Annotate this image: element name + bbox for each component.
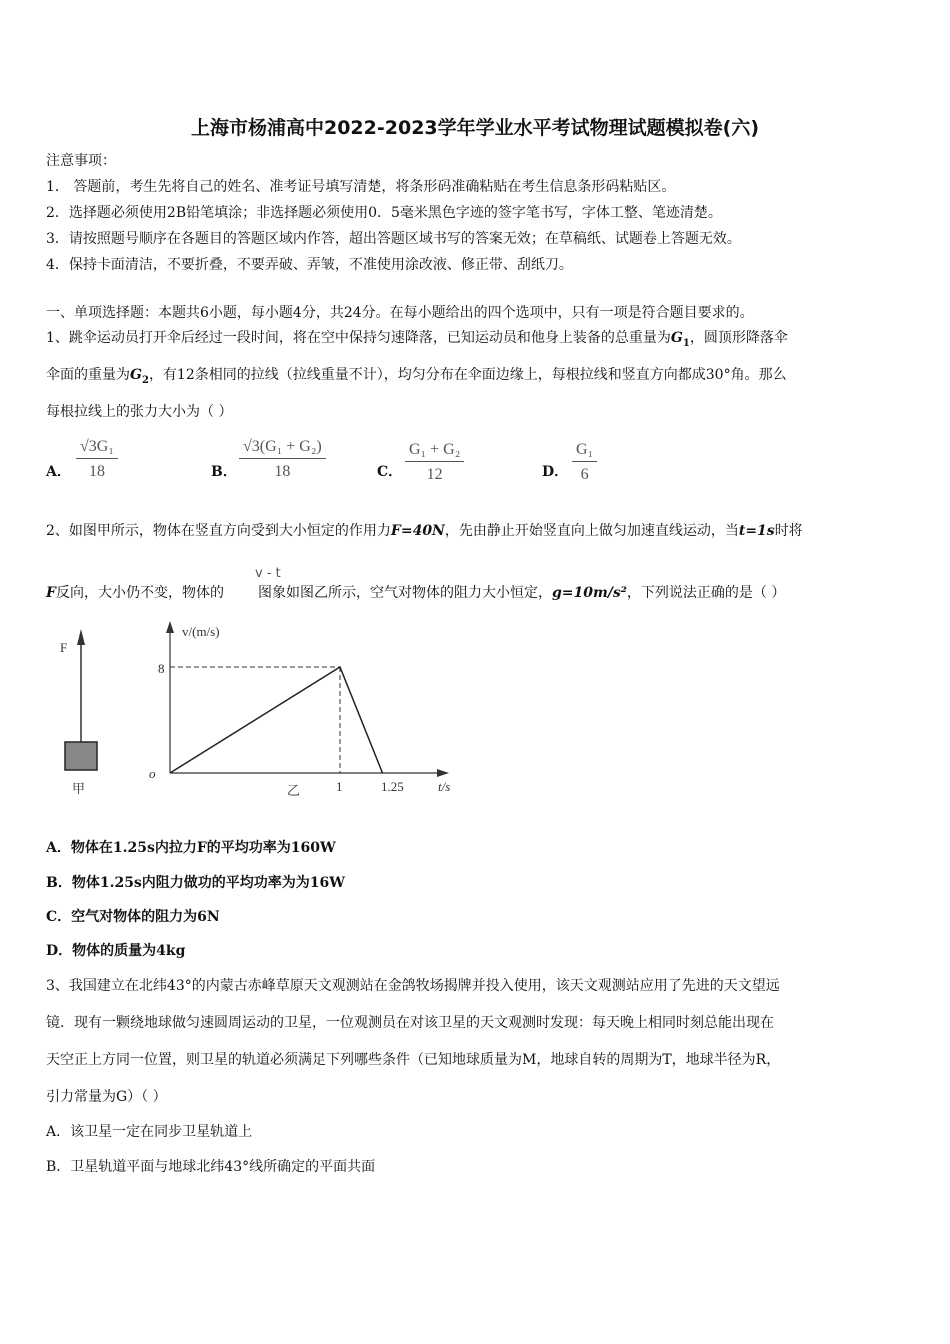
yi-label: 乙 — [287, 783, 301, 798]
q1-option-c-letter: C． — [377, 464, 403, 480]
q3-line: 天空正上方同一位置，则卫星的轨道必须满足下列哪些条件（已知地球质量为M，地球自转的周期为T，地球半径为R， — [46, 1052, 781, 1068]
q2-line1: 2、如图甲所示，物体在竖直方向受到大小恒定的作用力F=40N，先由静止开始竖直向上做匀加速直线运动，当t=1s时将 — [46, 523, 803, 539]
q3-option: B．卫星轨道平面与地球北纬43°线所确定的平面共面 — [46, 1159, 376, 1175]
q3-option: A．该卫星一定在同步卫星轨道上 — [46, 1124, 253, 1140]
vt-series-line — [170, 667, 383, 773]
x-tick-label: 1.25 — [381, 779, 404, 794]
x-axis-arrow — [437, 769, 449, 777]
q1-line3: 每根拉线上的张力大小为（ ） — [46, 404, 233, 420]
notice-item: 3．请按照题号顺序在各题目的答题区域内作答，超出答题区域书写的答案无效；在草稿纸、试题卷上答题无效。 — [46, 231, 741, 247]
block — [65, 742, 97, 770]
y-axis-arrow — [166, 621, 174, 633]
q2-figure — [40, 615, 470, 805]
q2-vt-symbol: v - t — [255, 566, 281, 581]
force-arrow-head — [77, 629, 85, 645]
q1-option-d-fraction: $\frac{\text{G₁}}{6}$ — [572, 441, 597, 484]
force-label: F — [60, 640, 68, 655]
notice-heading: 注意事项： — [46, 153, 116, 169]
q1-option-b-letter: B． — [211, 464, 237, 480]
q3-line: 镜．现有一颗绕地球做匀速圆周运动的卫星，一位观测员在对该卫星的天文观测时发现：每天晚上相同时刻总能出现在 — [46, 1015, 774, 1031]
q3-line: 3、我国建立在北纬43°的内蒙古赤峰草原天文观测站在金鸽牧场揭牌并投入使用，该天文观测站应用了先进的天文望远 — [46, 978, 780, 994]
q1-line1: 1、跳伞运动员打开伞后经过一段时间，将在空中保持匀速降落，已知运动员和他身上装备的总重量为$G_1$，圆顶形降落伞 — [46, 330, 788, 349]
q1-line2: 伞面的重量为$G_2$，有12条相同的拉线（拉线重量不计），均匀分布在伞面边缘上，每根拉线和竖直方向都成30°角。那么 — [46, 367, 787, 386]
section-heading: 一、单项选择题：本题共6小题，每小题4分，共24分。在每小题给出的四个选项中，只有一项是符合题目要求的。 — [46, 305, 754, 321]
q2-option: A．物体在1.25s内拉力F的平均功率为160W — [46, 840, 336, 856]
notice-item: 4．保持卡面清洁，不要折叠，不要弄破、弄皱，不准使用涂改液、修正带、刮纸刀。 — [46, 257, 573, 273]
q1-option-d-letter: D． — [542, 464, 569, 480]
notice-item: 2．选择题必须使用2B铅笔填涂；非选择题必须使用0．5毫米黑色字迹的签字笔书写，字体工整、笔迹清楚。 — [46, 205, 722, 221]
y-axis-label: v/(m/s) — [182, 624, 220, 639]
q3-line: 引力常量为G）（ ） — [46, 1089, 167, 1105]
q1-option-a-fraction: $\frac{\text{√3G₁}}{18}$ — [76, 438, 118, 481]
notice-item: 1． 答题前，考生先将自己的姓名、准考证号填写清楚，将条形码准确粘贴在考生信息条形码粘贴区。 — [46, 179, 676, 195]
x-axis-label: t/s — [438, 779, 451, 794]
origin-label: o — [149, 766, 156, 781]
q1-option-c-fraction: $\frac{\text{G₁ + G₂}}{12}$ — [405, 441, 464, 484]
q2-line2: F反向，大小仍不变，物体的 图象如图乙所示，空气对物体的阻力大小恒定，g=10m/s²，下列说法正确的是（ ） — [46, 585, 786, 601]
page-title: 上海市杨浦高中2022-2023学年学业水平考试物理试题模拟卷(六) — [190, 117, 760, 139]
q2-option: D．物体的质量为4kg — [46, 943, 186, 959]
q2-option: B．物体1.25s内阻力做功的平均功率为为16W — [46, 875, 346, 891]
q2-option: C．空气对物体的阻力为6N — [46, 909, 220, 925]
x-tick-label: 1 — [336, 779, 343, 794]
q1-option-a-letter: A． — [46, 464, 71, 480]
y-tick-label: 8 — [158, 661, 165, 676]
vt-graph — [149, 621, 450, 798]
jia-label: 甲 — [72, 781, 86, 796]
q1-option-b-fraction: $\frac{\text{√3(G₁ + G₂)}}{18}$ — [239, 438, 326, 481]
